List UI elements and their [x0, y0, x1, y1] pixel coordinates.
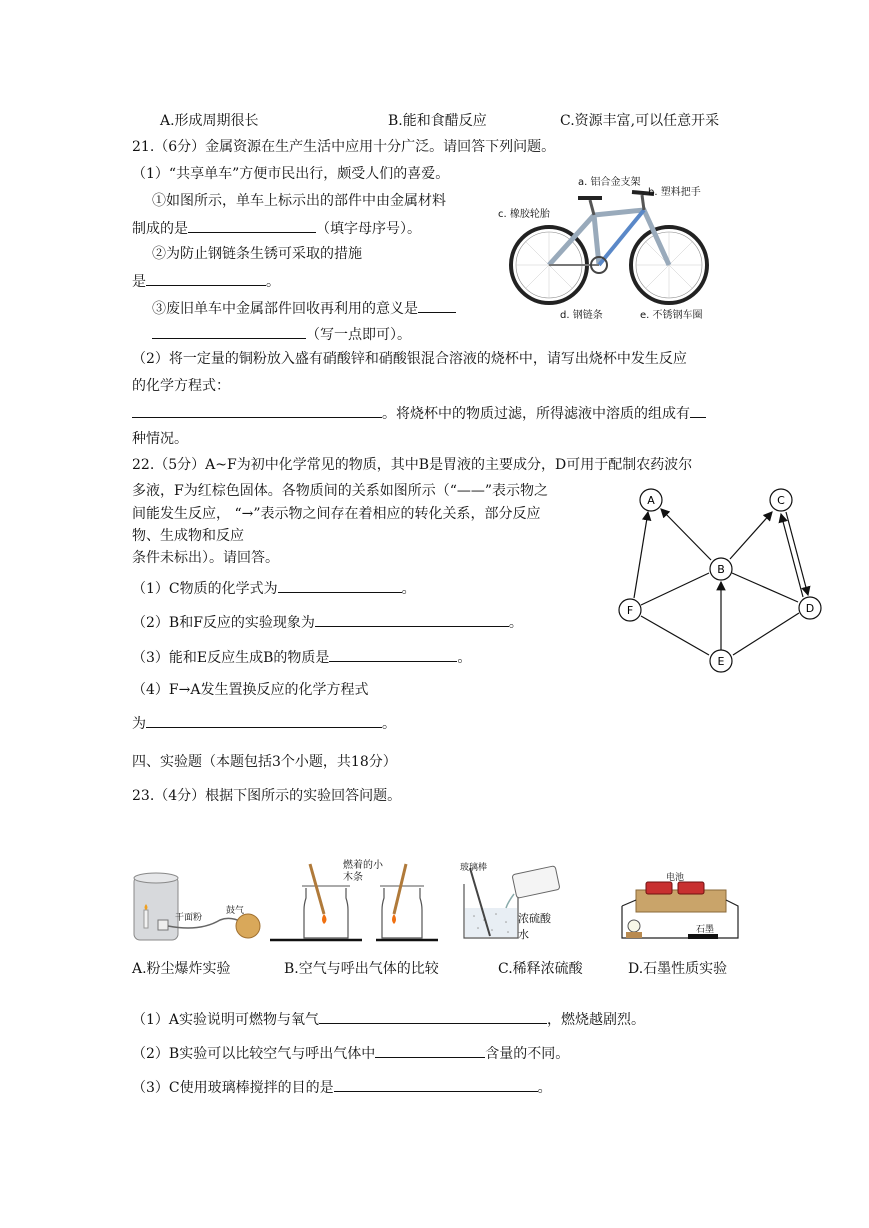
q21-part1-iii-line1 — [152, 298, 456, 318]
q21-part2-count-blank[interactable] — [690, 403, 706, 418]
node-d — [799, 597, 821, 619]
q22-part4-line2 — [132, 713, 396, 733]
q22-stem-line1: 22.（5分）A~F为初中化学常见的物质，其中B是胃液的主要成分，D可用于配制农药波尔 — [132, 457, 693, 473]
q22-stem-line3: 间能发生反应， “→”表示物之间存在着相应的转化关系，部分反应 — [132, 506, 541, 522]
figure-b-stick-label: 燃着的小木条 — [343, 860, 383, 883]
q23-part2 — [132, 1043, 569, 1063]
q22-part1 — [132, 578, 416, 598]
q22-stem-line2: 多液，F为红棕色固体。各物质间的关系如图所示（“——”表示物之 — [132, 483, 549, 499]
q22-part1-text: （1）C物质的化学式为 — [132, 581, 278, 597]
edge-e-d — [733, 613, 799, 655]
caption-a: A.粉尘爆炸实验 — [132, 961, 231, 977]
figure-c-acid-label: 浓硫酸 — [518, 912, 551, 925]
edge-b-d — [732, 573, 798, 602]
q23-part3-blank[interactable] — [334, 1077, 538, 1092]
bicycle-figure — [494, 170, 744, 320]
figure-d-battery-label: 电池 — [666, 873, 685, 883]
q20-option-c: C.资源丰富,可以任意开采 — [560, 113, 720, 129]
bike-label-d: d. 钢链条 — [560, 310, 603, 321]
q21-part1-ii-line2 — [132, 271, 280, 291]
q23-stem: 23.（4分）根据下图所示的实验回答问题。 — [132, 788, 402, 804]
caption-b: B.空气与呼出气体的比较 — [284, 961, 439, 977]
edge-f-a — [634, 512, 648, 598]
edge-f-e — [641, 616, 709, 655]
node-b — [710, 558, 732, 580]
q21-part2-equation-blank[interactable] — [132, 403, 382, 418]
q21-part1-ii-text: 是 — [132, 274, 146, 290]
q21-part2-line3 — [132, 403, 706, 423]
q23-part3-text: （3）C使用玻璃棒搅拌的目的是 — [132, 1080, 334, 1096]
q21-part1-i-line1: ①如图所示，单车上标示出的部件中由金属材料 — [152, 193, 446, 209]
q22-part4-suffix: 。 — [382, 716, 396, 732]
q23-part2-suffix: 含量的不同。 — [485, 1046, 570, 1062]
node-e — [710, 650, 732, 672]
q23-part2-text: （2）B实验可以比较空气与呼出气体中 — [132, 1046, 376, 1062]
q23-part1-blank[interactable] — [319, 1009, 547, 1024]
edge-d-c — [781, 514, 803, 597]
q22-part4-text: 为 — [132, 716, 146, 732]
q21-part1-iii-blank-b[interactable] — [152, 324, 306, 339]
q21-part2-line4: 种情况。 — [132, 431, 188, 447]
q21-part1-ii-suffix: 。 — [266, 274, 280, 290]
relationship-diagram — [600, 470, 840, 690]
q23-part1-text: （1）A实验说明可燃物与氧气 — [132, 1012, 320, 1028]
figure-d-graphite-label: 石墨 — [696, 925, 715, 935]
edge-c-d — [786, 512, 808, 595]
bike-label-a: a. 铝合金支架 — [578, 177, 641, 188]
figure-c-rod-label: 玻璃棒 — [460, 863, 488, 873]
q23-part3-suffix: 。 — [537, 1080, 552, 1096]
section4-heading: 四、实验题（本题包括3个小题，共18分） — [132, 754, 397, 770]
q21-part2-line2: 的化学方程式： — [132, 378, 230, 394]
q21-part1-iii-line2 — [152, 324, 411, 344]
q23-part1 — [132, 1009, 645, 1029]
q21-part1-i-blank[interactable] — [188, 218, 316, 233]
q22-part2-suffix: 。 — [508, 615, 523, 631]
bike-label-c: c. 橡胶轮胎 — [498, 209, 550, 220]
node-a-label: A — [647, 494, 655, 507]
q21-part1-i-line2 — [132, 218, 421, 238]
q21-part1-i-text: 制成的是 — [132, 221, 188, 237]
q22-part4-line1: （4）F→A发生置换反应的化学方程式 — [132, 682, 369, 698]
q22-part3-suffix: 。 — [457, 650, 472, 666]
q23-part1-suffix: ，燃烧越剧烈。 — [547, 1012, 646, 1028]
node-e-label: E — [717, 655, 725, 668]
bike-label-b: b. 塑料把手 — [648, 187, 701, 198]
node-f — [619, 599, 641, 621]
node-b-label: B — [717, 563, 725, 576]
q20-option-b: B.能和食醋反应 — [388, 113, 487, 129]
caption-d: D.石墨性质实验 — [628, 961, 728, 977]
figure-a-flour-label: 干面粉 — [175, 913, 203, 923]
node-c — [770, 489, 792, 511]
q22-part3-text: （3）能和E反应生成B的物质是 — [132, 650, 330, 666]
q22-stem-line4: 物、生成物和反应 — [132, 528, 244, 544]
q21-part2-text: 。将烧杯中的物质过滤，所得滤液中溶质的组成有 — [382, 406, 690, 422]
figure-a-dust-explosion — [130, 870, 270, 945]
edge-b-c — [730, 512, 772, 559]
q21-part1-iii-blank-a[interactable] — [418, 298, 456, 313]
q23-part3 — [132, 1077, 552, 1097]
q21-stem: 21.（6分）金属资源在生产生活中应用十分广泛。请回答下列问题。 — [132, 139, 556, 155]
q22-part3-blank[interactable] — [329, 647, 457, 662]
q23-part2-blank[interactable] — [375, 1043, 485, 1058]
q22-stem-line5: 条件未标出）。请回答。 — [132, 550, 279, 566]
q22-part1-suffix: 。 — [401, 581, 416, 597]
q21-part2-line1: （2）将一定量的铜粉放入盛有硝酸锌和硝酸银混合溶液的烧杯中，请写出烧杯中发生反应 — [132, 351, 687, 367]
q22-part1-blank[interactable] — [278, 578, 402, 593]
q22-part2-text: （2）B和F反应的实验现象为 — [132, 615, 315, 631]
q21-part1-i-suffix: （填字母序号）。 — [316, 221, 421, 237]
q21-part1-ii-line1: ②为防止钢链条生锈可采取的措施 — [152, 246, 362, 262]
q22-part3 — [132, 647, 471, 667]
q22-part2 — [132, 612, 523, 632]
node-a — [640, 489, 662, 511]
figure-a-blow-label: 鼓气 — [226, 906, 245, 916]
node-d-label: D — [805, 602, 815, 615]
q21-part1-iii-text: ③废旧单车中金属部件回收再利用的意义是 — [152, 301, 418, 317]
edge-f-b — [641, 573, 709, 605]
q21-part1-intro: （1）“共享单车”方便市民出行，颇受人们的喜爱。 — [132, 166, 450, 182]
edge-b-a — [661, 509, 711, 560]
node-f-label: F — [626, 604, 634, 617]
q21-part1-ii-blank[interactable] — [146, 271, 266, 286]
q20-option-a: A.形成周期很长 — [160, 113, 259, 129]
q22-part2-blank[interactable] — [315, 612, 509, 627]
caption-c: C.稀释浓硫酸 — [498, 961, 583, 977]
bike-label-e: e. 不锈钢车圈 — [640, 310, 703, 321]
node-c-label: C — [777, 494, 785, 507]
figure-c-water-label: 水 — [518, 928, 529, 941]
q21-part1-iii-suffix: （写一点即可）。 — [306, 327, 411, 343]
q22-part4-blank[interactable] — [146, 713, 382, 728]
